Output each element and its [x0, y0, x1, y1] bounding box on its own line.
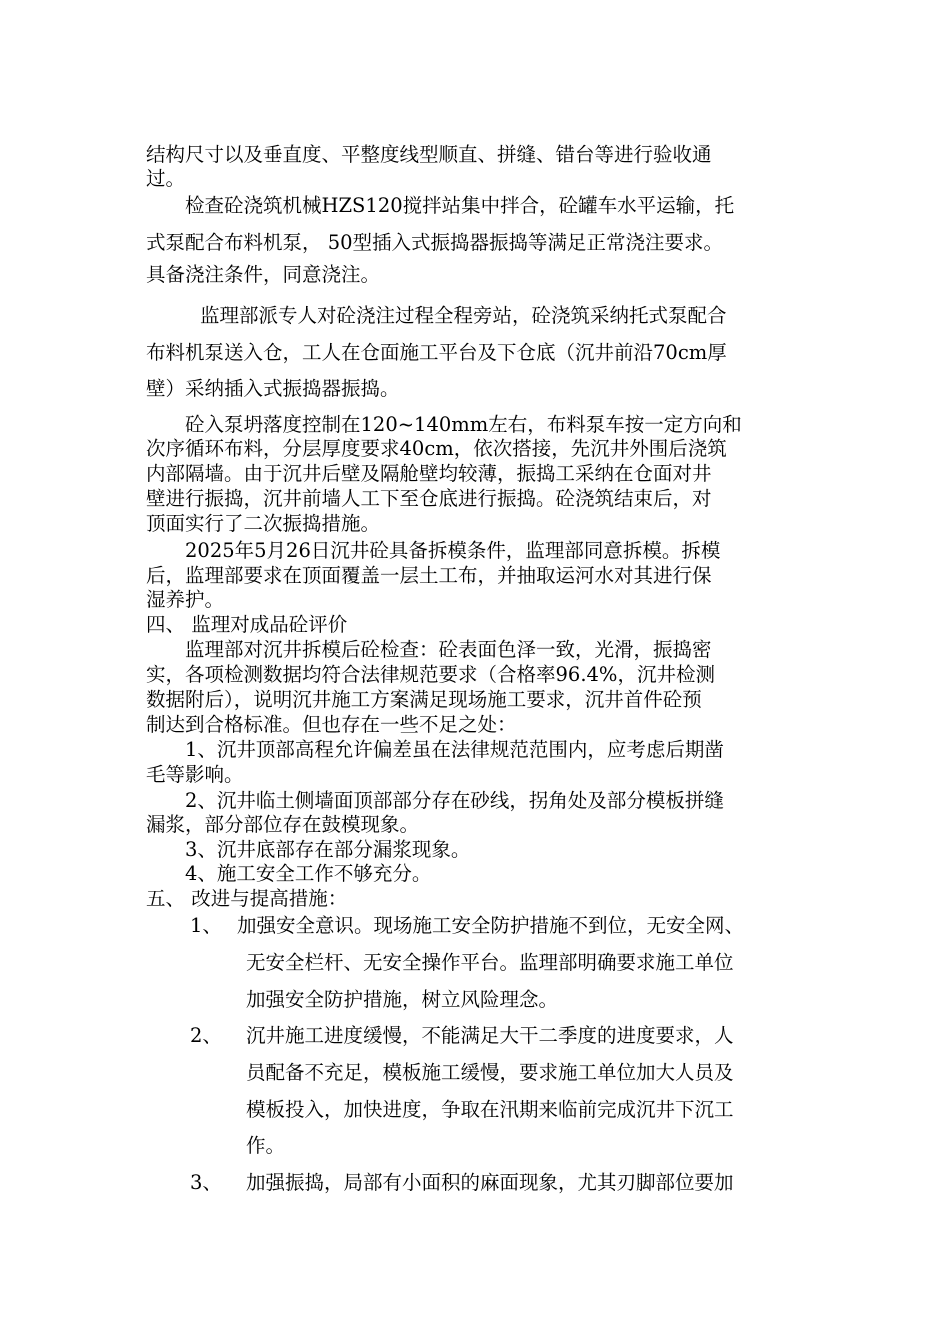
paragraph-line: 次序循环布料，分层厚度要求40cm，依次搭接，先沉井外围后浇筑: [146, 437, 727, 460]
measure-line: 加强安全防护措施，树立风险理念。: [246, 988, 559, 1011]
list-item: 3、沉井底部存在部分漏浆现象。: [185, 838, 471, 861]
measure-number: 2、: [190, 1024, 222, 1047]
list-item: 4、施工安全工作不够充分。: [185, 862, 432, 885]
paragraph-line: 壁进行振捣，沉井前墙人工下至仓底进行振捣。砼浇筑结束后，对: [146, 487, 712, 510]
paragraph-line: 后，监理部要求在顶面覆盖一层土工布，并抽取运河水对其进行保: [146, 564, 712, 587]
paragraph-line: 制达到合格标准。但也存在一些不足之处：: [146, 713, 517, 736]
paragraph-line: 实，各项检测数据均符合法律规范要求（合格率96.4%，沉井检测: [146, 663, 715, 686]
paragraph-line: 湿养护。: [146, 588, 225, 611]
section-heading: 四、 监理对成品砼评价: [146, 613, 348, 636]
section-heading: 五、 改进与提高措施：: [146, 887, 348, 910]
measure-line: 沉井施工进度缓慢，不能满足大干二季度的进度要求，人: [246, 1024, 734, 1047]
measure-line: 作。: [246, 1134, 286, 1157]
paragraph-line: 顶面实行了二次振捣措施。: [146, 512, 381, 535]
list-item: 毛等影响。: [146, 763, 244, 786]
paragraph-line: 检查砼浇筑机械HZS120搅拌站集中拌合，砼罐车水平运输，托: [185, 194, 735, 217]
paragraph-line: 壁）采纳插入式振捣器振捣。: [146, 377, 400, 400]
measure-line: 加强振捣，局部有小面积的麻面现象，尤其刃脚部位要加: [246, 1171, 734, 1194]
paragraph-line: 式泵配合布料机泵， 50型插入式振捣器振捣等满足正常浇注要求。: [146, 231, 724, 254]
measure-line: 模板投入，加快进度，争取在汛期来临前完成沉井下沉工: [246, 1098, 734, 1121]
paragraph-line: 布料机泵送入仓，工人在仓面施工平台及下仓底（沉井前沿70cm厚: [146, 341, 727, 364]
measure-line: 加强安全意识。现场施工安全防护措施不到位，无安全网、: [237, 914, 745, 937]
paragraph-line: 具备浇注条件，同意浇注。: [146, 263, 381, 286]
list-item: 2、沉井临土侧墙面顶部部分存在砂线，拐角处及部分模板拼缝: [185, 789, 724, 812]
paragraph-line: 监理部派专人对砼浇注过程全程旁站，砼浇筑采纳托式泵配合: [200, 304, 727, 327]
measure-line: 员配备不充足，模板施工缓慢，要求施工单位加大人员及: [246, 1061, 734, 1084]
measure-number: 1、: [190, 914, 222, 937]
list-item: 漏浆，部分部位存在鼓模现象。: [146, 813, 420, 836]
paragraph-line: 内部隔墙。由于沉井后壁及隔舱壁均较薄，振捣工采纳在仓面对井: [146, 462, 712, 485]
paragraph-line: 数据附后），说明沉井施工方案满足现场施工要求，沉井首件砼预: [146, 688, 702, 711]
paragraph-line: 结构尺寸以及垂直度、平整度线型顺直、拼缝、错台等进行验收通: [146, 143, 712, 166]
paragraph-line: 2025年5月26日沉井砼具备拆模条件，监理部同意拆模。拆模: [185, 539, 721, 562]
paragraph-line: 砼入泵坍落度控制在120~140mm左右，布料泵车按一定方向和: [185, 413, 742, 436]
paragraph-line: 过。: [146, 167, 186, 190]
measure-line: 无安全栏杆、无安全操作平台。监理部明确要求施工单位: [246, 951, 734, 974]
paragraph-line: 监理部对沉井拆模后砼检查：砼表面色泽一致，光滑，振捣密: [185, 638, 712, 661]
measure-number: 3、: [190, 1171, 222, 1194]
list-item: 1、沉井顶部高程允许偏差虽在法律规范范围内，应考虑后期凿: [185, 738, 724, 761]
